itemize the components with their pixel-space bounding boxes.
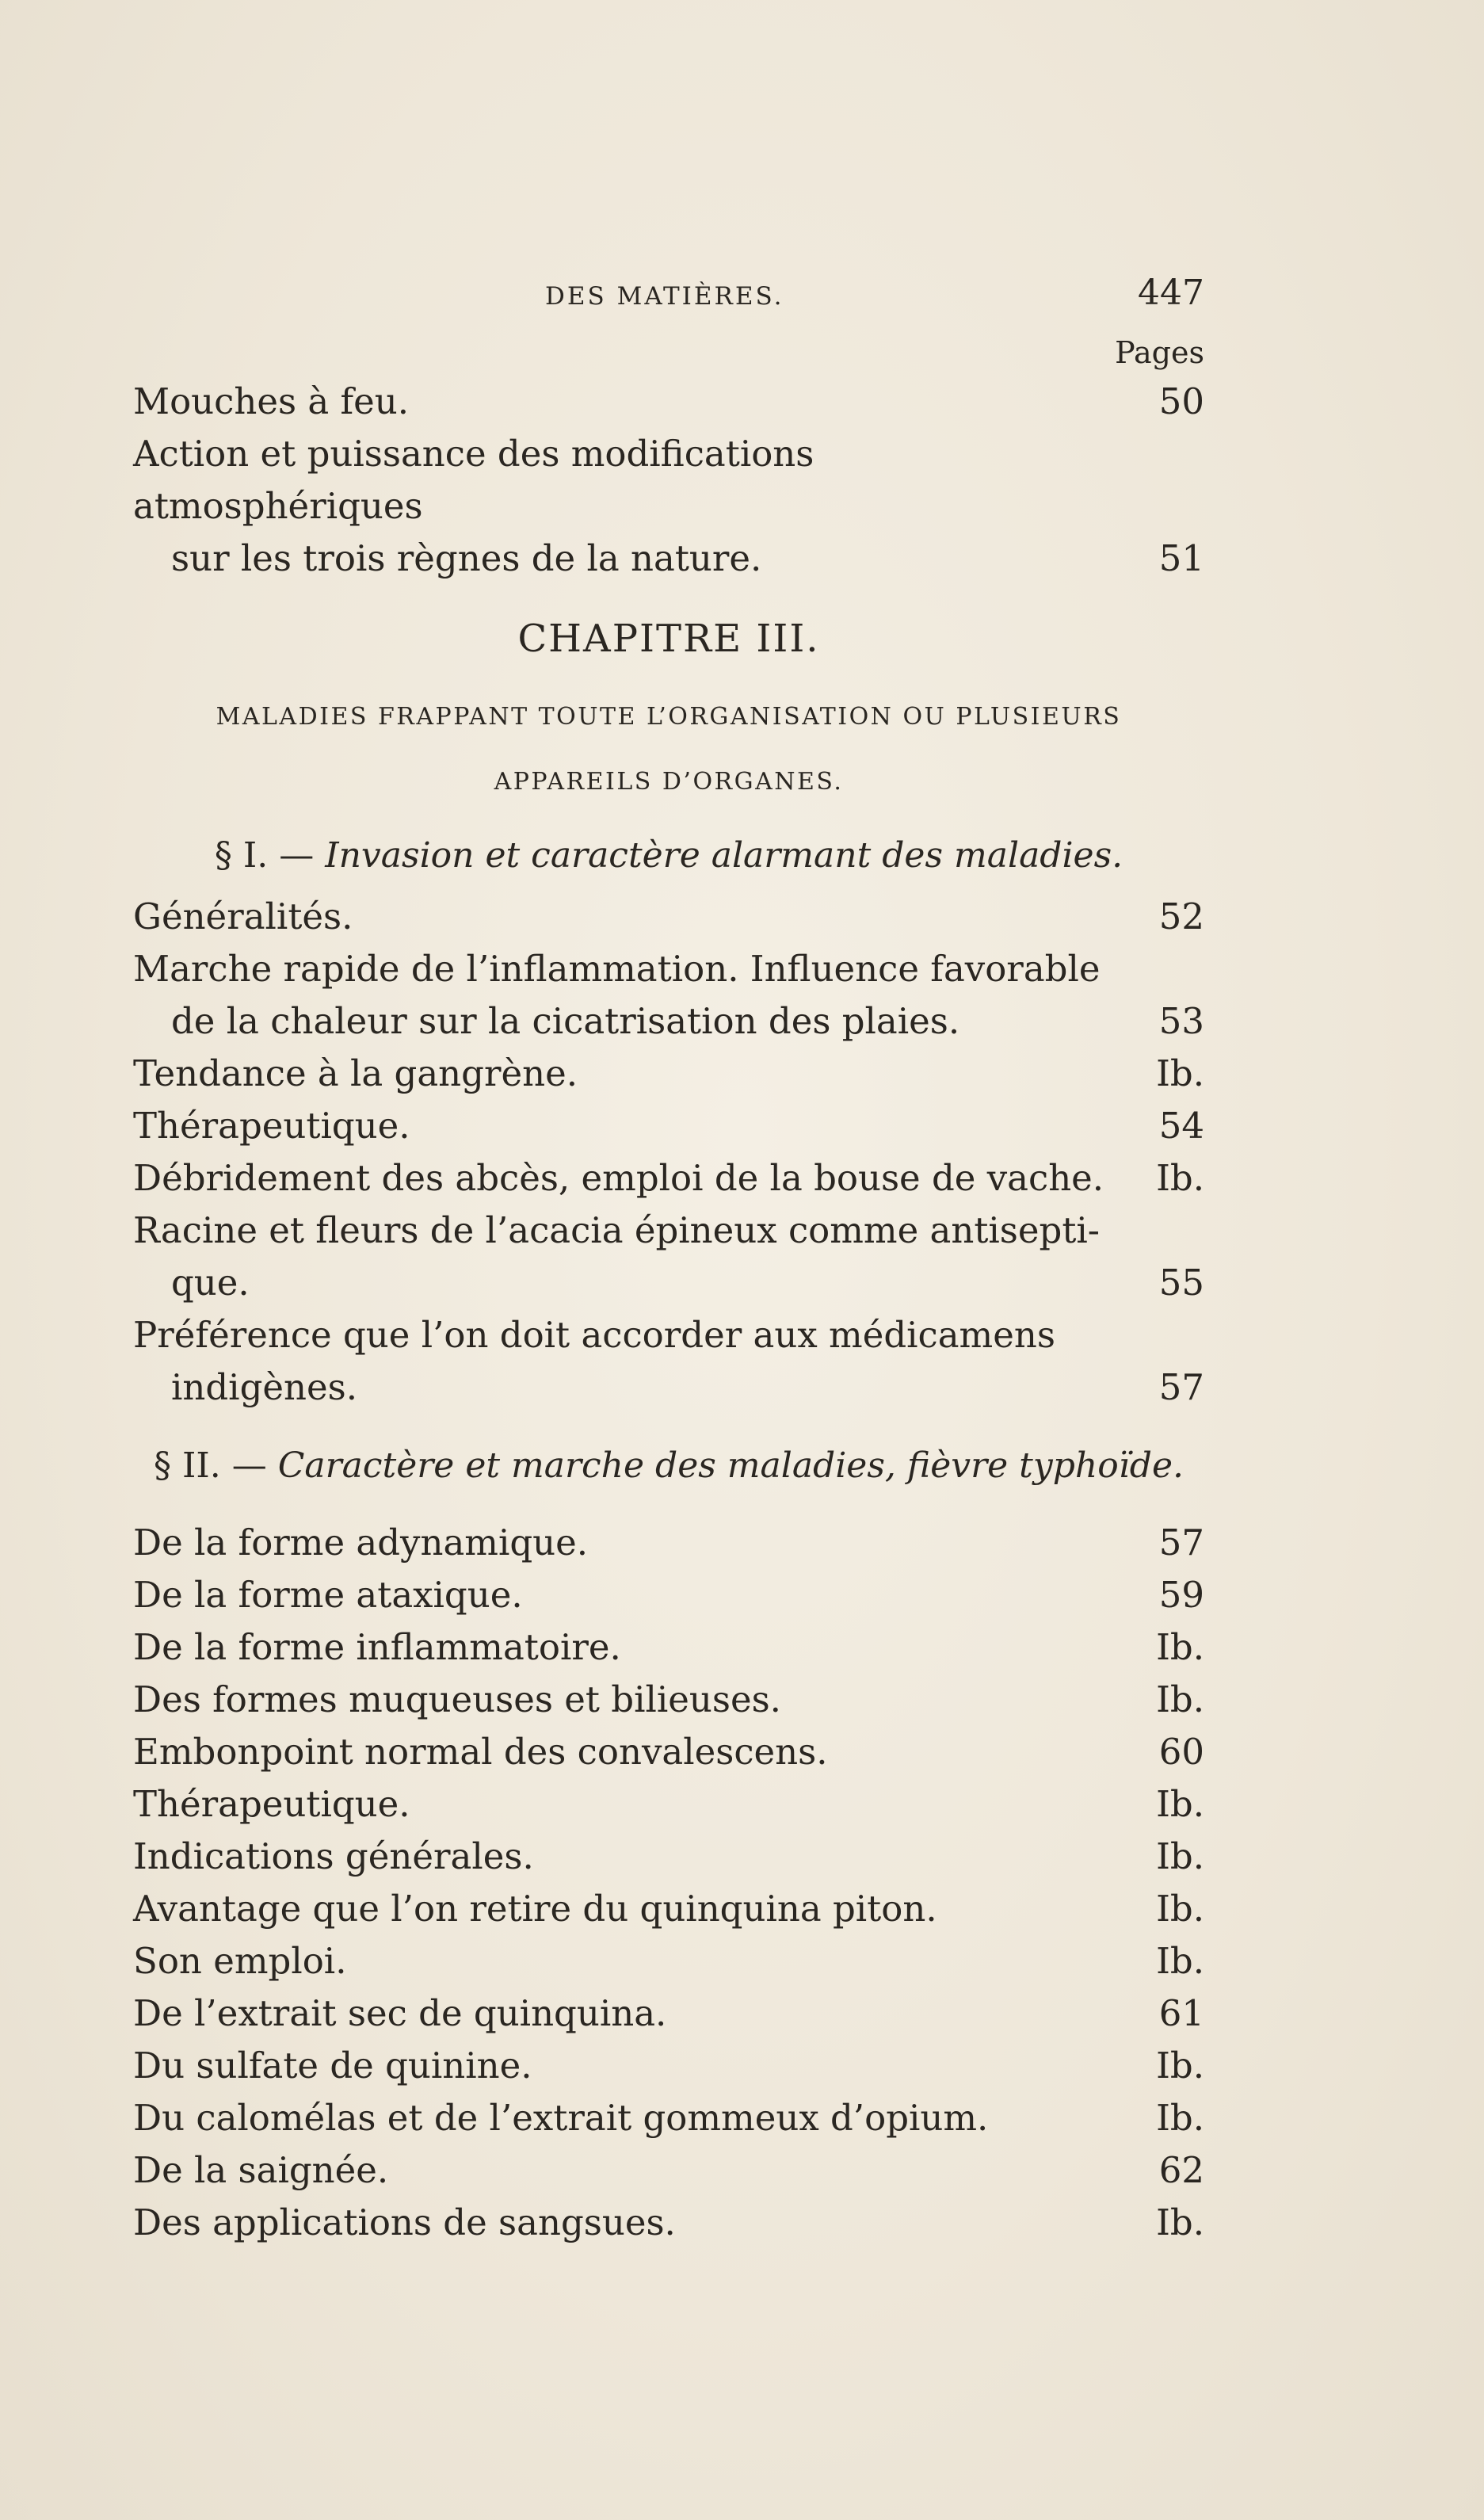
entry-text: Débridement des abcès, emploi de la bouse de vache. xyxy=(133,1157,1104,1199)
entry-page: Ib. xyxy=(1156,1678,1204,1720)
toc-entry xyxy=(133,1517,1204,1569)
pages-column-label: Pages xyxy=(1115,335,1204,370)
toc-entry xyxy=(133,376,1204,428)
entry-page: Ib. xyxy=(1156,1888,1204,1930)
page-number: 447 xyxy=(1138,273,1204,313)
entry-page: Ib. xyxy=(1156,1940,1204,1982)
section-heading xyxy=(133,1438,1204,1495)
entry-text: Mouches à feu. xyxy=(133,380,410,422)
entry-continuation: sur les trois règnes de la nature. xyxy=(171,537,762,579)
entry-text: De la forme inflammatoire. xyxy=(133,1626,621,1668)
entry-page: 57 xyxy=(1158,1522,1204,1564)
toc-entry xyxy=(133,1205,1204,1309)
toc-entry xyxy=(133,1987,1204,2040)
entry-text: De l’extrait sec de quinquina. xyxy=(133,1992,667,2034)
entry-continuation: de la chaleur sur la cicatrisation des plaies. xyxy=(171,1000,960,1042)
section-title: Caractère et marche des maladies, fièvre typhoïde. xyxy=(277,1445,1184,1486)
toc-entry xyxy=(133,1100,1204,1152)
entry-text: De la forme ataxique. xyxy=(133,1574,523,1616)
section-number: § I. — xyxy=(214,835,326,876)
entry-continuation: que. xyxy=(171,1262,250,1304)
chapter-subtitle-line: MALADIES FRAPPANT TOUTE L’ORGANISATION OU PLUSIEURS xyxy=(216,703,1122,731)
entry-page: Ib. xyxy=(1156,1052,1204,1094)
chapter-title: CHAPITRE III. xyxy=(517,617,820,661)
toc-entry xyxy=(133,2197,1204,2249)
entry-page: 59 xyxy=(1158,1574,1204,1616)
toc-entry xyxy=(133,1778,1204,1831)
section-number: § II. — xyxy=(154,1445,278,1486)
entry-page: Ib. xyxy=(1156,1783,1204,1825)
section-spacer xyxy=(133,1501,1204,1517)
toc-entry xyxy=(133,1152,1204,1205)
table-of-contents xyxy=(133,269,1204,2249)
entry-text: Du sulfate de quinine. xyxy=(133,2045,532,2087)
toc-entry xyxy=(133,1569,1204,1621)
entry-text: Généralités. xyxy=(133,895,353,937)
entry-text: Thérapeutique. xyxy=(133,1783,410,1825)
running-head xyxy=(133,269,1204,330)
entry-text: De la saignée. xyxy=(133,2149,389,2191)
toc-entry xyxy=(133,1309,1204,1414)
entry-text: Action et puissance des modifications atmosphériques xyxy=(133,433,814,527)
toc-entry xyxy=(133,943,1204,1048)
section-spacer xyxy=(133,1414,1204,1430)
entry-page: Ib. xyxy=(1156,2045,1204,2087)
toc-entry xyxy=(133,1831,1204,1883)
entry-text: Des formes muqueuses et bilieuses. xyxy=(133,1678,781,1720)
toc-entry xyxy=(133,1935,1204,1987)
toc-entry xyxy=(133,1726,1204,1778)
toc-entry xyxy=(133,1674,1204,1726)
toc-entry xyxy=(133,2092,1204,2144)
entry-continuation: indigènes. xyxy=(171,1366,358,1408)
section-title: Invasion et caractère alarmant des maladies. xyxy=(325,835,1123,876)
section-heading xyxy=(133,827,1204,884)
entry-text: Racine et fleurs de l’acacia épineux comme antisepti- xyxy=(133,1209,1101,1251)
entry-text: Préférence que l’on doit accorder aux médicamens xyxy=(133,1314,1055,1356)
entry-text: Son emploi. xyxy=(133,1940,347,1982)
entry-text: Du calomélas et de l’extrait gommeux d’opium. xyxy=(133,2097,989,2139)
entry-page: 51 xyxy=(1158,537,1204,579)
entry-page: Ib. xyxy=(1156,2201,1204,2243)
entry-page: 57 xyxy=(1158,1366,1204,1408)
entry-page: 55 xyxy=(1158,1262,1204,1304)
entry-page: Ib. xyxy=(1156,1835,1204,1877)
toc-entry xyxy=(133,1883,1204,1935)
entry-page: 60 xyxy=(1158,1731,1204,1773)
entry-text: Embonpoint normal des convalescens. xyxy=(133,1731,828,1773)
entry-text: Des applications de sangsues. xyxy=(133,2201,676,2243)
entry-page: 54 xyxy=(1158,1105,1204,1147)
entry-page: 61 xyxy=(1158,1992,1204,2034)
entry-page: 50 xyxy=(1158,380,1204,422)
entry-page: Ib. xyxy=(1156,1626,1204,1668)
toc-entry xyxy=(133,891,1204,943)
toc-entry xyxy=(133,428,1204,585)
chapter-subtitle-line: APPAREILS D’ORGANES. xyxy=(494,768,844,796)
chapter-subtitle xyxy=(133,685,1204,815)
entry-page: 62 xyxy=(1158,2149,1204,2191)
entry-text: Indications générales. xyxy=(133,1835,534,1877)
toc-entry xyxy=(133,2144,1204,2197)
entry-page: Ib. xyxy=(1156,2097,1204,2139)
entry-page: Ib. xyxy=(1156,1157,1204,1199)
entry-text: Thérapeutique. xyxy=(133,1105,410,1147)
entry-page: 53 xyxy=(1158,1000,1204,1042)
entry-text: Avantage que l’on retire du quinquina piton. xyxy=(133,1888,937,1930)
toc-entry xyxy=(133,1621,1204,1674)
toc-entry xyxy=(133,2040,1204,2092)
running-title: DES MATIÈRES. xyxy=(545,282,784,311)
entry-text: De la forme adynamique. xyxy=(133,1522,589,1564)
entry-page: 52 xyxy=(1158,895,1204,937)
entry-text: Tendance à la gangrène. xyxy=(133,1052,578,1094)
entry-text: Marche rapide de l’inflammation. Influence favorable xyxy=(133,948,1101,990)
toc-entry xyxy=(133,1048,1204,1100)
